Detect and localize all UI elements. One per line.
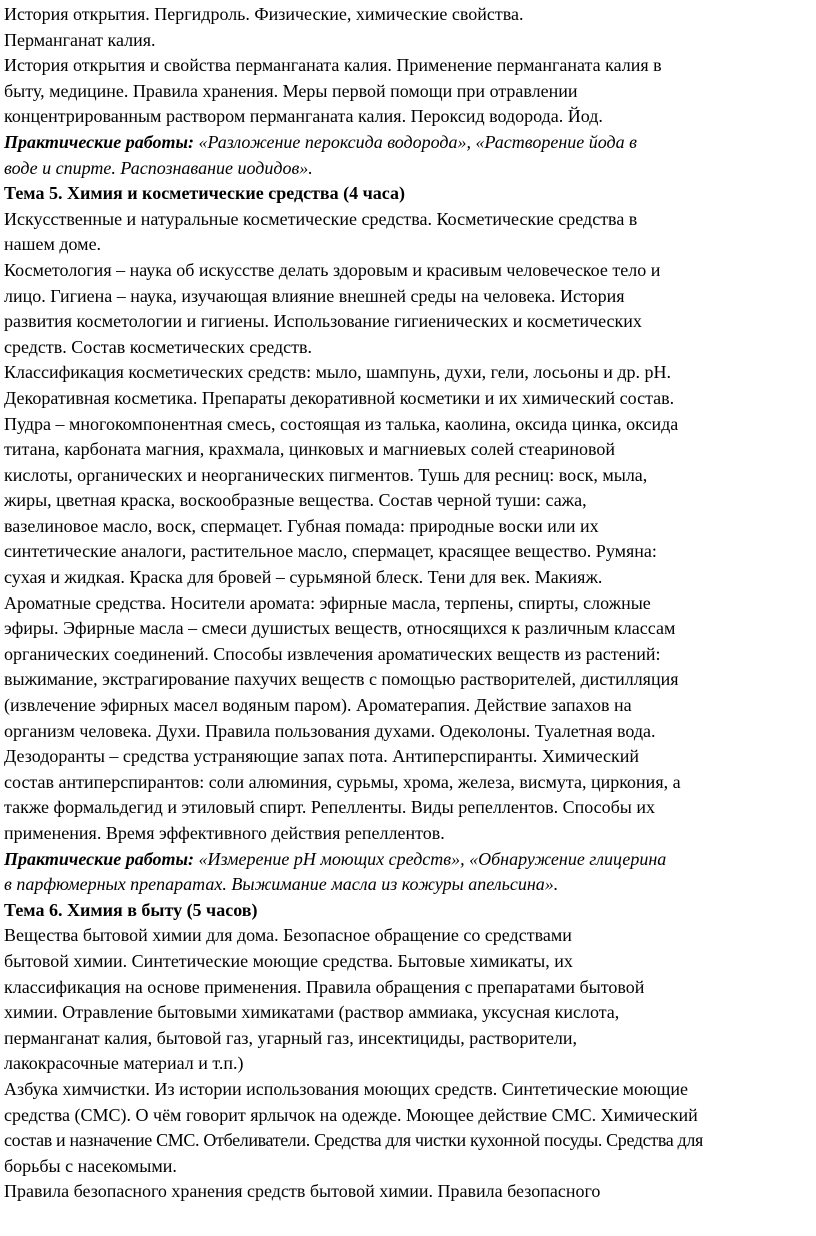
text-line: Вещества бытовой химии для дома. Безопасное обращение со средствами (4, 925, 572, 946)
text-line: эфиры. Эфирные масла – смеси душистых веществ, относящихся к различным классам (4, 618, 676, 639)
text-line: Искусственные и натуральные косметические средства. Косметические средства в (4, 208, 638, 229)
text-line: классификация на основе применения. Правила обращения с препаратами бытовой (4, 976, 645, 997)
text-line: Декоративная косметика. Препараты декоративной косметики и их химический состав. (4, 387, 675, 408)
text-line: жиры, цветная краска, воскообразные вещества. Состав черной туши: сажа, (4, 490, 587, 511)
section-heading-topic-5: Тема 5. Химия и косметические средства (4 часа) (4, 183, 405, 204)
text-line: титана, карбоната магния, крахмала, цинковых и магниевых солей стеариновой (4, 439, 615, 460)
text-line: кислоты, органических и неорганических пигментов. Тушь для ресниц: воск, мыла, (4, 464, 648, 485)
practical-work-text: в парфюмерных препаратах. Выжимание масла из кожуры апельсина». (4, 874, 559, 895)
text-line: бытовой химии. Синтетические моющие средства. Бытовые химикаты, их (4, 950, 573, 971)
practical-work-text: «Обнаружение глицерина (469, 848, 667, 869)
practical-work-text: воде и спирте. Распознавание иодидов». (4, 157, 313, 178)
text-line: лакокрасочные материал и т.п.) (4, 1053, 244, 1074)
text-line: состав антиперспирантов: соли алюминия, сурьмы, хрома, железа, висмута, циркония, а (4, 771, 681, 792)
text-line: развития косметологии и гигиены. Использование гигиенических и косметических (4, 311, 642, 332)
text-line: Перманганат калия. (4, 29, 156, 50)
practical-work-label: Практические работы: (4, 131, 194, 152)
text-line: История открытия. Пергидроль. Физические, химические свойства. (4, 4, 524, 24)
practical-work-text: «Разложение пероксида водорода», «Растворение йода в (198, 131, 637, 152)
text-line: организм человека. Духи. Правила пользования духами. Одеколоны. Туалетная вода. (4, 720, 656, 741)
text-line: химии. Отравление бытовыми химикатами (раствор аммиака, уксусная кислота, (4, 1002, 620, 1023)
section-heading-topic-6: Тема 6. Химия в быту (5 часов) (4, 899, 258, 920)
text-line: лицо. Гигиена – наука, изучающая влияние внешней среды на человека. История (4, 285, 625, 306)
practical-work-label: Практические работы: (4, 848, 194, 869)
text-line: применения. Время эффективного действия репеллентов. (4, 823, 445, 843)
text-line: средств. Состав косметических средств. (4, 336, 313, 357)
text-line: Ароматные средства. Носители аромата: эфирные масла, терпены, спирты, сложные (4, 592, 651, 613)
text-line: Пудра – многокомпонентная смесь, состоящая из талька, каолина, оксида цинка, оксида (4, 413, 679, 434)
text-line: концентрированным раствором перманганата калия. Пероксид водорода. Йод. (4, 106, 603, 127)
text-line: Правила безопасного хранения средств бытовой химии. Правила безопасного (4, 1181, 601, 1202)
text-line: быту, медицине. Правила хранения. Меры первой помощи при отравлении (4, 80, 578, 101)
text-line: перманганат калия, бытовой газ, угарный газ, инсектициды, растворители, (4, 1027, 578, 1048)
text-line: Косметология – наука об искусстве делать здоровым и красивым человеческое тело и (4, 259, 661, 280)
text-line: (извлечение эфирных масел водяным паром). Ароматерапия. Действие запахов на (4, 695, 632, 716)
text-line: также формальдегид и этиловый спирт. Репелленты. Виды репеллентов. Способы их (4, 797, 656, 818)
practical-work-text: «Измерение pH моющих средств», (198, 848, 465, 869)
text-line: Азбука химчистки. Из истории использования моющих средств. Синтетические моющие (4, 1078, 688, 1099)
text-line: История открытия и свойства перманганата калия. Применение перманганата калия в (4, 55, 662, 76)
text-line: выжимание, экстрагирование пахучих веществ с помощью растворителей, дистилляция (4, 669, 679, 690)
text-line: Классификация косметических средств: мыло, шампунь, духи, гели, лосьоны и др. pH. (4, 362, 672, 383)
text-line: вазелиновое масло, воск, спермацет. Губная помада: природные воски или их (4, 515, 599, 536)
practical-work-line (4, 130, 806, 156)
text-line: синтетические аналоги, растительное масло, спермацет, красящее вещество. Румяна: (4, 541, 657, 562)
text-line: средства (СМС). О чём говорит ярлычок на одежде. Моющее действие СМС. Химический (4, 1104, 698, 1125)
text-line: борьбы с насекомыми. (4, 1155, 177, 1176)
text-line: состав и назначение СМС. Отбеливатели. Средства для чистки кухонной посуды. Средства для (4, 1130, 703, 1151)
text-line: органических соединений. Способы извлечения ароматических веществ из растений: (4, 643, 661, 664)
text-line: Дезодоранты – средства устраняющие запах пота. Антиперспиранты. Химический (4, 746, 640, 767)
practical-work-line (4, 847, 806, 873)
text-line: нашем доме. (4, 234, 102, 255)
text-line: сухая и жидкая. Краска для бровей – сурьмяной блеск. Тени для век. Макияж. (4, 567, 603, 588)
